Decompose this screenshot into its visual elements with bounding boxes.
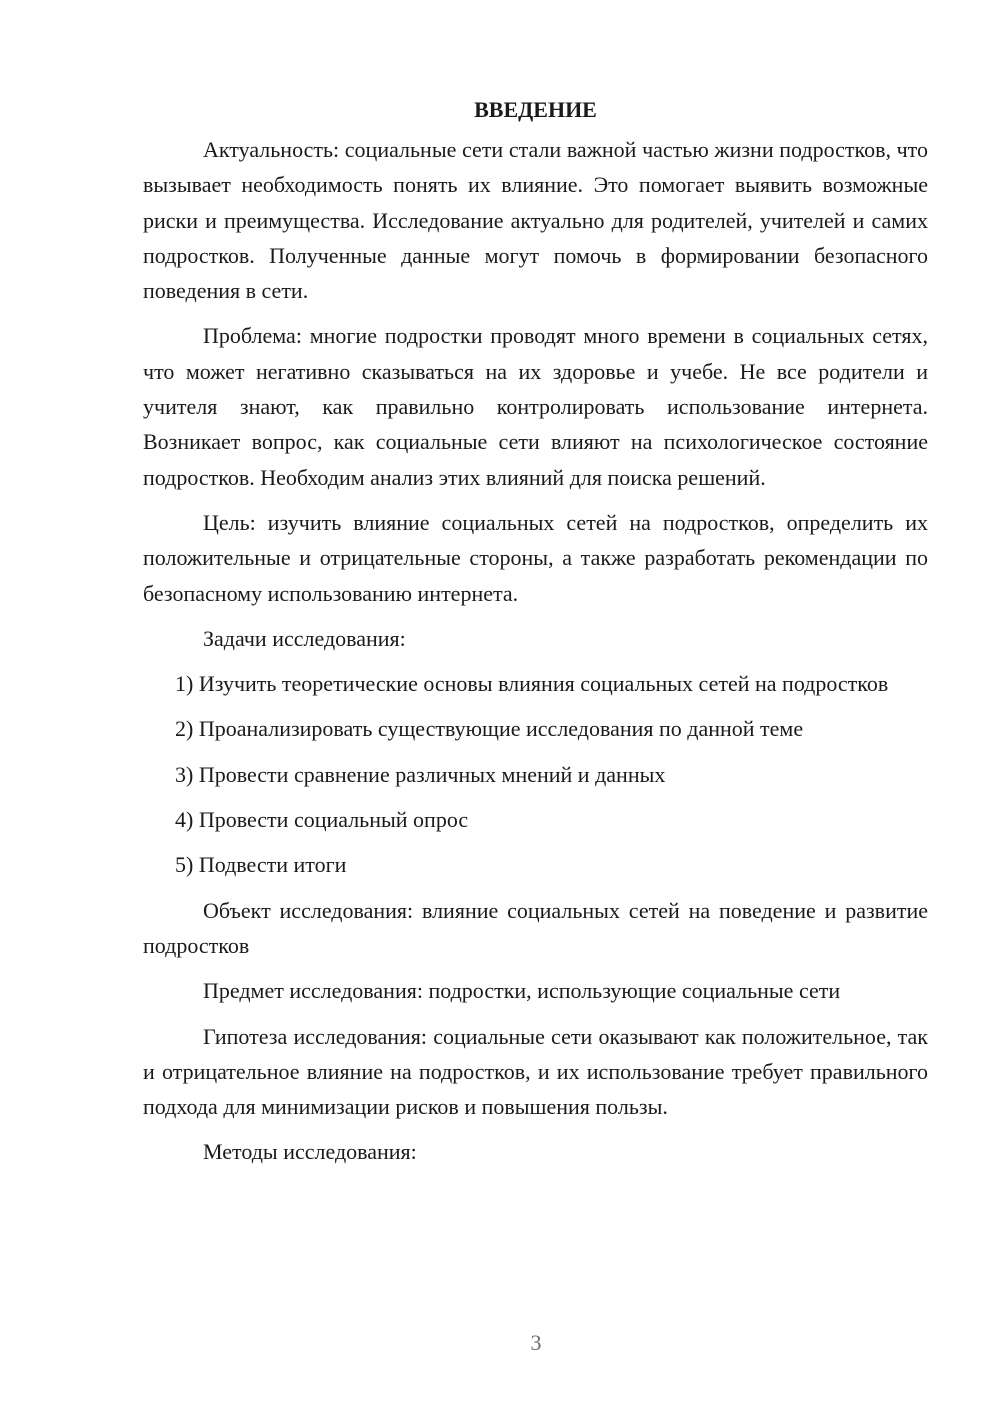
paragraph-object: Объект исследования: влияние социальных сетей на поведение и развитие подростков: [143, 897, 928, 958]
tasks-list: [143, 666, 928, 882]
list-item: 5) Подвести итоги: [175, 852, 347, 878]
paragraph-hypothesis: Гипотеза исследования: социальные сети оказывают как положительное, так и отрицательное влияние на подростков, и их использование требует правильного подхода для минимизации рисков и повышения пользы.: [143, 1023, 928, 1120]
page-title: ВВЕДЕНИЕ: [474, 97, 597, 122]
list-item: 2) Проанализировать существующие исследования по данной теме: [175, 716, 804, 742]
paragraph-goal: Цель: изучить влияние социальных сетей на подростков, определить их положительные и отрицательные стороны, а также разработать рекомендации по безопасному использованию интернета.: [143, 509, 928, 606]
tasks-heading: Задачи исследования:: [203, 625, 406, 651]
list-item: 3) Провести сравнение различных мнений и данных: [175, 761, 666, 787]
paragraph-problem: Проблема: многие подростки проводят много времени в социальных сетях, что может негативно сказываться на их здоровье и учебе. Не все родители и учителя знают, как правильно контролировать использование интернета. Возникает вопрос, как социальные сети влияют на психологическое состояние подростков. Необходим анализ этих влияний для поиска решений.: [143, 323, 928, 490]
list-item: 1) Изучить теоретические основы влияния социальных сетей на подростков: [175, 671, 889, 697]
methods-heading: Методы исследования:: [203, 1139, 417, 1165]
paragraph-relevance: Актуальность: социальные сети стали важной частью жизни подростков, что вызывает необходимость понять их влияние. Это помогает выявить возможные риски и преимущества. Исследование актуально для родителей, учителей и самих подростков. Полученные данные могут помочь в формировании безопасного поведения в сети.: [143, 137, 928, 304]
list-item: 4) Провести социальный опрос: [175, 807, 469, 833]
page-content: [143, 92, 928, 1180]
page-number: 3: [530, 1330, 542, 1355]
paragraph-subject: Предмет исследования: подростки, использующие социальные сети: [203, 978, 841, 1004]
